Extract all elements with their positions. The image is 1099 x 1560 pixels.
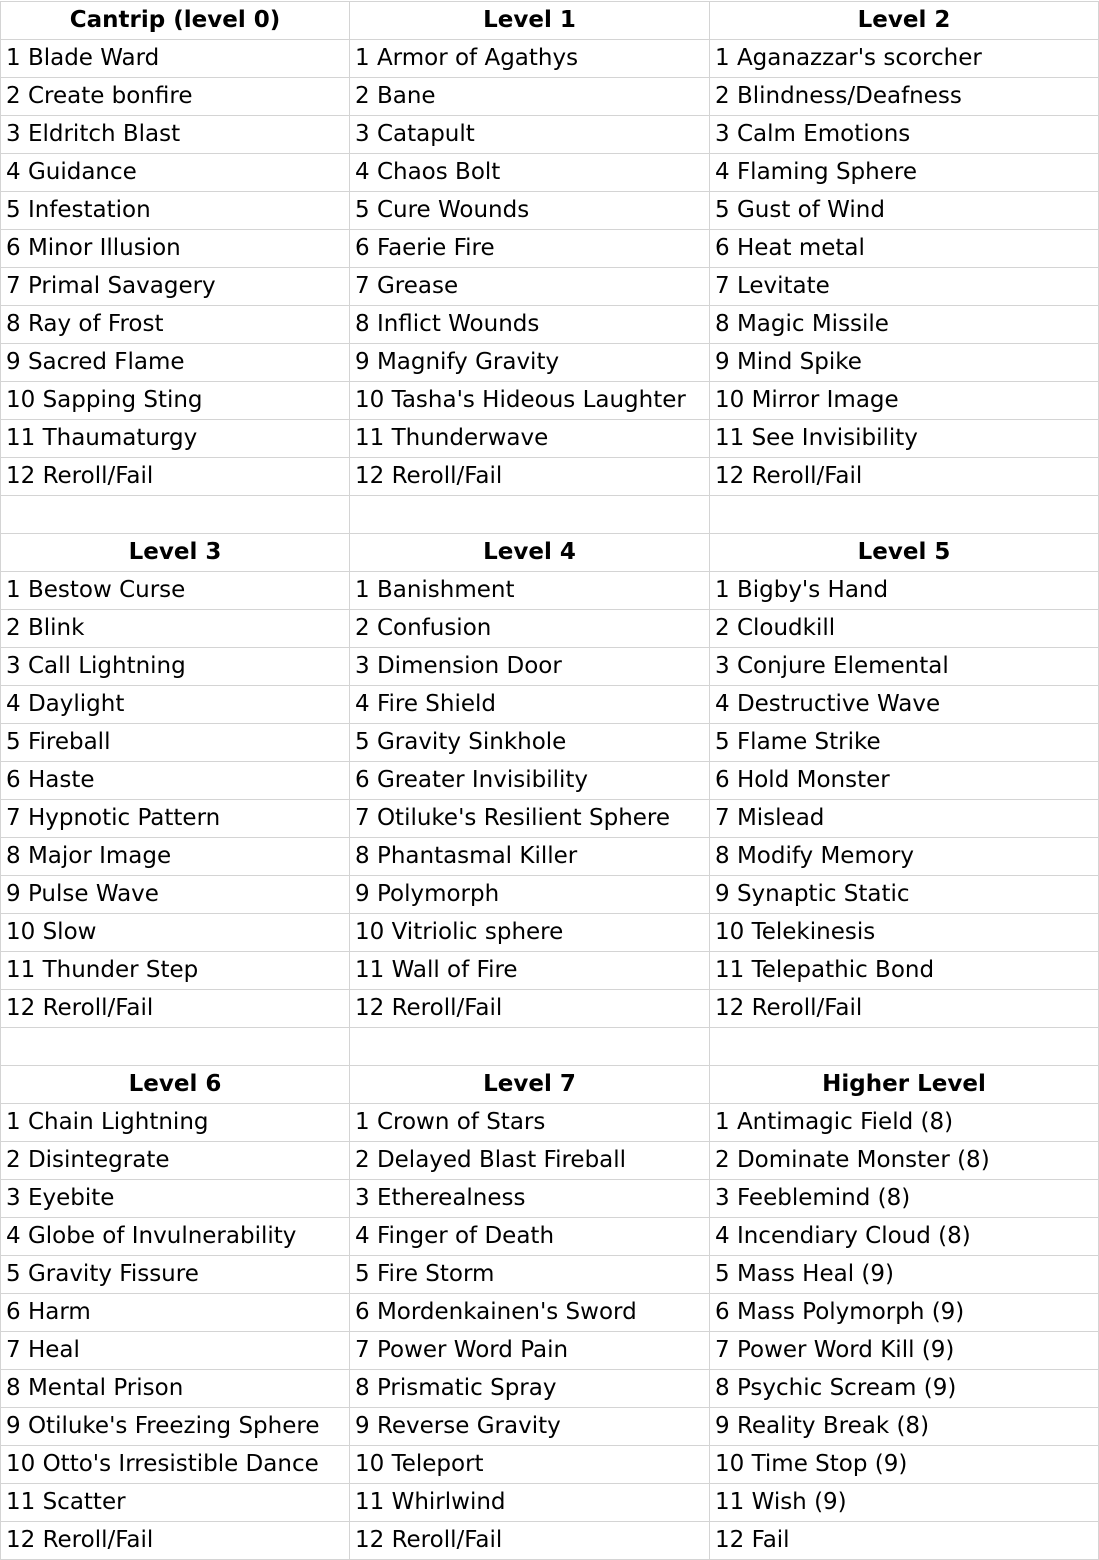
spell-row <box>1 1104 1099 1142</box>
spell-cell: 12 Reroll/Fail <box>350 458 710 496</box>
spell-row <box>1 1484 1099 1522</box>
level-header: Level 1 <box>350 2 710 40</box>
spell-cell: 1 Blade Ward <box>1 40 350 78</box>
spell-row <box>1 838 1099 876</box>
spell-cell: 3 Dimension Door <box>350 648 710 686</box>
level-header-row <box>1 1066 1099 1104</box>
spell-cell: 10 Telekinesis <box>710 914 1099 952</box>
spell-cell: 8 Modify Memory <box>710 838 1099 876</box>
spacer-row <box>1 1028 1099 1066</box>
spell-cell: 2 Cloudkill <box>710 610 1099 648</box>
spell-cell: 8 Major Image <box>1 838 350 876</box>
spell-cell: 8 Phantasmal Killer <box>350 838 710 876</box>
spell-cell: 11 Scatter <box>1 1484 350 1522</box>
spell-cell: 2 Blindness/Deafness <box>710 78 1099 116</box>
spell-cell: 7 Heal <box>1 1332 350 1370</box>
spell-cell: 12 Reroll/Fail <box>350 1522 710 1560</box>
spell-row <box>1 1332 1099 1370</box>
spell-cell: 5 Gravity Sinkhole <box>350 724 710 762</box>
spell-cell: 1 Bigby's Hand <box>710 572 1099 610</box>
spell-cell: 5 Flame Strike <box>710 724 1099 762</box>
spell-cell: 7 Grease <box>350 268 710 306</box>
spell-cell: 10 Otto's Irresistible Dance <box>1 1446 350 1484</box>
spell-cell: 8 Ray of Frost <box>1 306 350 344</box>
spell-cell: 10 Vitriolic sphere <box>350 914 710 952</box>
spell-cell: 12 Fail <box>710 1522 1099 1560</box>
spell-row <box>1 420 1099 458</box>
spell-cell: 9 Reverse Gravity <box>350 1408 710 1446</box>
spell-cell: 1 Antimagic Field (8) <box>710 1104 1099 1142</box>
spell-cell: 10 Tasha's Hideous Laughter <box>350 382 710 420</box>
spell-cell: 4 Finger of Death <box>350 1218 710 1256</box>
spell-cell: 5 Infestation <box>1 192 350 230</box>
spell-cell: 4 Destructive Wave <box>710 686 1099 724</box>
empty-cell <box>710 1028 1099 1066</box>
spell-row <box>1 572 1099 610</box>
spell-cell: 6 Heat metal <box>710 230 1099 268</box>
spell-cell: 11 Whirlwind <box>350 1484 710 1522</box>
spell-cell: 5 Fire Storm <box>350 1256 710 1294</box>
spell-row <box>1 876 1099 914</box>
spell-cell: 2 Blink <box>1 610 350 648</box>
spell-cell: 10 Sapping Sting <box>1 382 350 420</box>
spell-row <box>1 230 1099 268</box>
spell-cell: 7 Power Word Pain <box>350 1332 710 1370</box>
spell-cell: 3 Etherealness <box>350 1180 710 1218</box>
spell-row <box>1 382 1099 420</box>
level-header: Level 7 <box>350 1066 710 1104</box>
spell-cell: 9 Sacred Flame <box>1 344 350 382</box>
spell-row <box>1 1294 1099 1332</box>
spell-cell: 7 Otiluke's Resilient Sphere <box>350 800 710 838</box>
spell-cell: 1 Chain Lightning <box>1 1104 350 1142</box>
spell-cell: 5 Fireball <box>1 724 350 762</box>
spell-cell: 10 Mirror Image <box>710 382 1099 420</box>
spell-row <box>1 610 1099 648</box>
spell-cell: 12 Reroll/Fail <box>1 990 350 1028</box>
spell-row <box>1 1142 1099 1180</box>
spell-cell: 12 Reroll/Fail <box>710 990 1099 1028</box>
spell-cell: 8 Mental Prison <box>1 1370 350 1408</box>
spell-row <box>1 192 1099 230</box>
level-header: Level 2 <box>710 2 1099 40</box>
spell-cell: 1 Armor of Agathys <box>350 40 710 78</box>
spell-cell: 4 Guidance <box>1 154 350 192</box>
spell-cell: 6 Haste <box>1 762 350 800</box>
level-header-row <box>1 534 1099 572</box>
spell-cell: 12 Reroll/Fail <box>710 458 1099 496</box>
level-header: Cantrip (level 0) <box>1 2 350 40</box>
spell-cell: 10 Time Stop (9) <box>710 1446 1099 1484</box>
spell-table <box>0 1 1099 1560</box>
spell-cell: 9 Magnify Gravity <box>350 344 710 382</box>
level-header: Level 5 <box>710 534 1099 572</box>
spell-cell: 4 Incendiary Cloud (8) <box>710 1218 1099 1256</box>
spell-row <box>1 648 1099 686</box>
spell-cell: 3 Calm Emotions <box>710 116 1099 154</box>
spell-row <box>1 990 1099 1028</box>
spell-cell: 12 Reroll/Fail <box>350 990 710 1028</box>
spell-cell: 2 Disintegrate <box>1 1142 350 1180</box>
spell-row <box>1 344 1099 382</box>
spell-cell: 10 Teleport <box>350 1446 710 1484</box>
spell-row <box>1 40 1099 78</box>
spell-cell: 7 Power Word Kill (9) <box>710 1332 1099 1370</box>
spell-cell: 9 Polymorph <box>350 876 710 914</box>
spell-row <box>1 1218 1099 1256</box>
empty-cell <box>1 496 350 534</box>
spell-cell: 9 Mind Spike <box>710 344 1099 382</box>
spell-cell: 4 Globe of Invulnerability <box>1 1218 350 1256</box>
empty-cell <box>710 496 1099 534</box>
spell-cell: 6 Hold Monster <box>710 762 1099 800</box>
spell-cell: 7 Levitate <box>710 268 1099 306</box>
empty-cell <box>350 496 710 534</box>
spell-cell: 10 Slow <box>1 914 350 952</box>
spell-row <box>1 1446 1099 1484</box>
spell-cell: 2 Delayed Blast Fireball <box>350 1142 710 1180</box>
spell-cell: 2 Dominate Monster (8) <box>710 1142 1099 1180</box>
spell-cell: 2 Bane <box>350 78 710 116</box>
spell-cell: 8 Prismatic Spray <box>350 1370 710 1408</box>
empty-cell <box>350 1028 710 1066</box>
spell-row <box>1 1256 1099 1294</box>
level-header: Level 4 <box>350 534 710 572</box>
spell-cell: 11 Thunder Step <box>1 952 350 990</box>
spell-cell: 1 Aganazzar's scorcher <box>710 40 1099 78</box>
spell-row <box>1 724 1099 762</box>
spell-cell: 5 Gust of Wind <box>710 192 1099 230</box>
spell-cell: 7 Hypnotic Pattern <box>1 800 350 838</box>
spell-cell: 3 Eyebite <box>1 1180 350 1218</box>
spell-row <box>1 914 1099 952</box>
spell-row <box>1 762 1099 800</box>
spell-row <box>1 952 1099 990</box>
spell-cell: 7 Primal Savagery <box>1 268 350 306</box>
spell-table-body <box>1 2 1099 1560</box>
spell-row <box>1 1370 1099 1408</box>
spell-cell: 9 Otiluke's Freezing Sphere <box>1 1408 350 1446</box>
spell-cell: 5 Gravity Fissure <box>1 1256 350 1294</box>
spell-cell: 4 Flaming Sphere <box>710 154 1099 192</box>
spell-cell: 1 Crown of Stars <box>350 1104 710 1142</box>
spell-cell: 6 Minor Illusion <box>1 230 350 268</box>
spell-cell: 4 Fire Shield <box>350 686 710 724</box>
spell-cell: 7 Mislead <box>710 800 1099 838</box>
empty-cell <box>1 1028 350 1066</box>
spell-cell: 6 Harm <box>1 1294 350 1332</box>
level-header: Higher Level <box>710 1066 1099 1104</box>
level-header-row <box>1 2 1099 40</box>
spell-cell: 9 Pulse Wave <box>1 876 350 914</box>
spell-row <box>1 1180 1099 1218</box>
spell-cell: 1 Banishment <box>350 572 710 610</box>
spell-cell: 6 Greater Invisibility <box>350 762 710 800</box>
spell-cell: 11 Thaumaturgy <box>1 420 350 458</box>
spell-cell: 2 Confusion <box>350 610 710 648</box>
spell-row <box>1 1522 1099 1560</box>
spell-cell: 3 Eldritch Blast <box>1 116 350 154</box>
spell-cell: 3 Conjure Elemental <box>710 648 1099 686</box>
spell-cell: 5 Cure Wounds <box>350 192 710 230</box>
spell-cell: 4 Chaos Bolt <box>350 154 710 192</box>
spell-cell: 12 Reroll/Fail <box>1 1522 350 1560</box>
spell-cell: 11 See Invisibility <box>710 420 1099 458</box>
spell-cell: 12 Reroll/Fail <box>1 458 350 496</box>
spell-row <box>1 306 1099 344</box>
spell-cell: 11 Telepathic Bond <box>710 952 1099 990</box>
spell-cell: 9 Reality Break (8) <box>710 1408 1099 1446</box>
spell-cell: 3 Catapult <box>350 116 710 154</box>
spell-cell: 2 Create bonfire <box>1 78 350 116</box>
spell-cell: 6 Mass Polymorph (9) <box>710 1294 1099 1332</box>
spell-cell: 4 Daylight <box>1 686 350 724</box>
spell-cell: 11 Wall of Fire <box>350 952 710 990</box>
spell-row <box>1 686 1099 724</box>
spell-row <box>1 458 1099 496</box>
spell-cell: 6 Mordenkainen's Sword <box>350 1294 710 1332</box>
spell-cell: 8 Magic Missile <box>710 306 1099 344</box>
spell-cell: 11 Thunderwave <box>350 420 710 458</box>
spell-cell: 8 Psychic Scream (9) <box>710 1370 1099 1408</box>
spell-cell: 1 Bestow Curse <box>1 572 350 610</box>
spell-cell: 3 Call Lightning <box>1 648 350 686</box>
spacer-row <box>1 496 1099 534</box>
spell-row <box>1 1408 1099 1446</box>
spell-cell: 8 Inflict Wounds <box>350 306 710 344</box>
spell-row <box>1 154 1099 192</box>
spell-cell: 3 Feeblemind (8) <box>710 1180 1099 1218</box>
spell-cell: 11 Wish (9) <box>710 1484 1099 1522</box>
spell-row <box>1 268 1099 306</box>
level-header: Level 3 <box>1 534 350 572</box>
spell-cell: 6 Faerie Fire <box>350 230 710 268</box>
level-header: Level 6 <box>1 1066 350 1104</box>
spell-cell: 9 Synaptic Static <box>710 876 1099 914</box>
spell-row <box>1 800 1099 838</box>
spell-cell: 5 Mass Heal (9) <box>710 1256 1099 1294</box>
spell-row <box>1 78 1099 116</box>
spell-row <box>1 116 1099 154</box>
